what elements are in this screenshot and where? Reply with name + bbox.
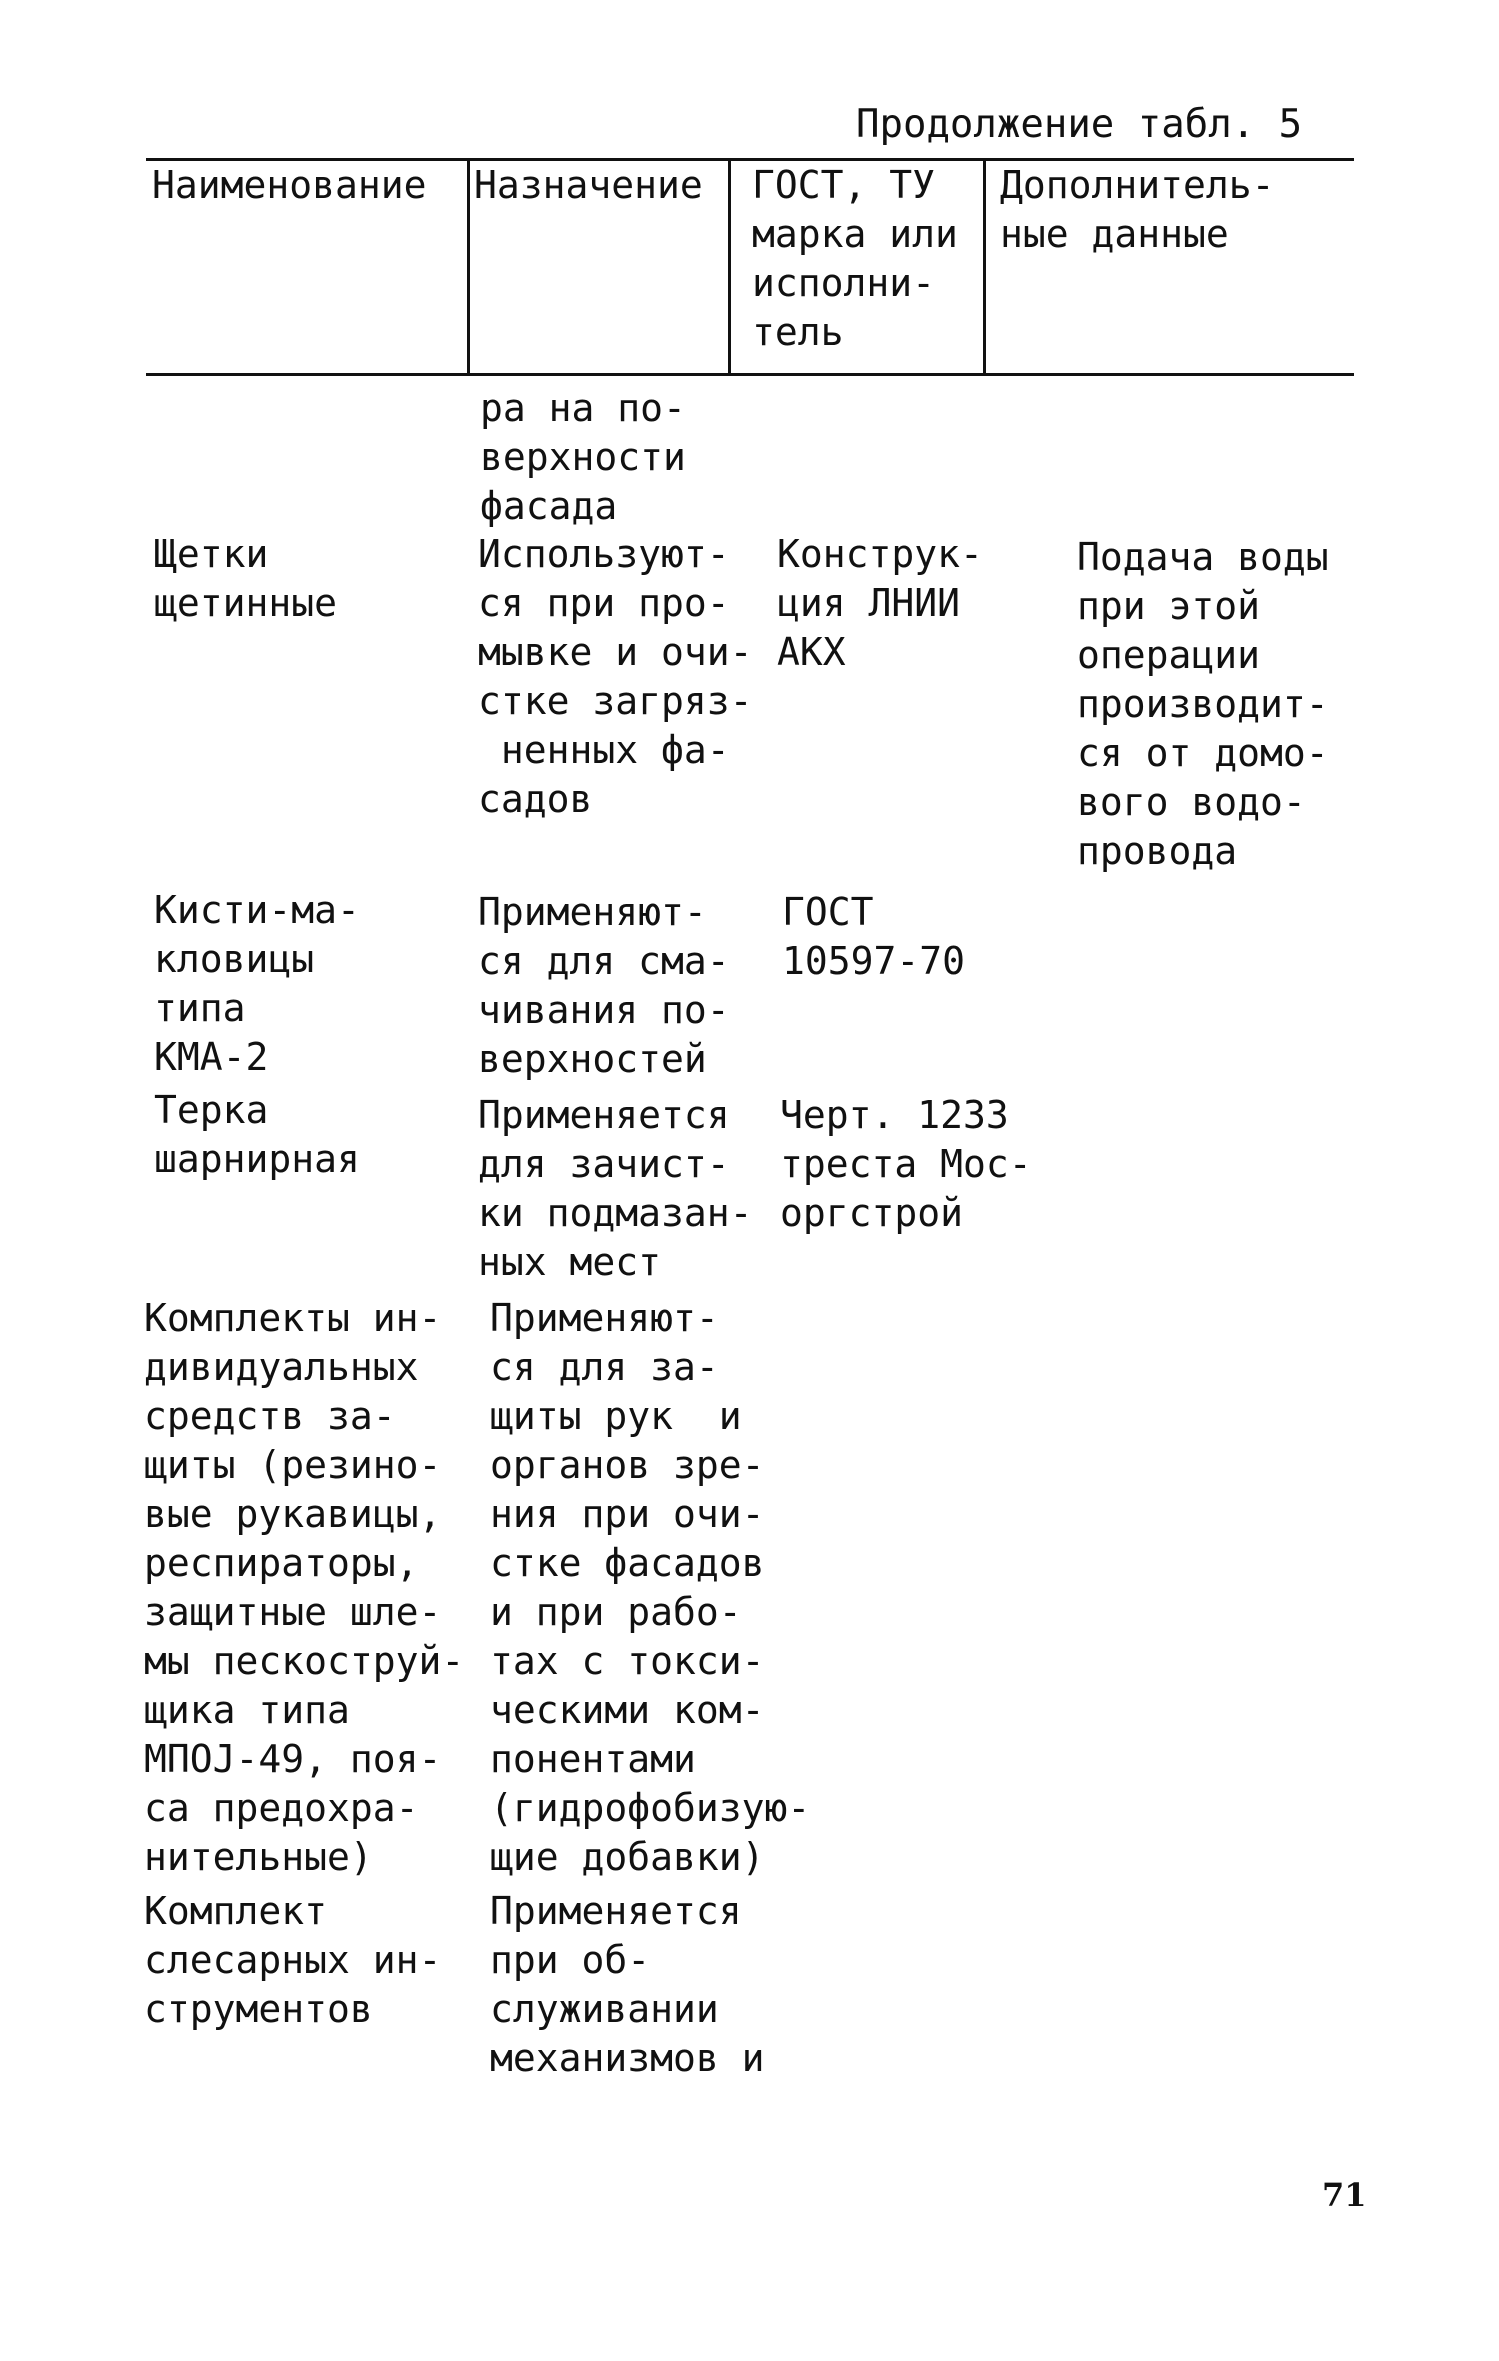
header-divider-1	[467, 158, 470, 375]
row-3-purpose: Применяется для зачист- ки подмазан- ных мест	[478, 1093, 753, 1284]
row-4-purpose: Применяют- ся для за- щиты рук и органов зре- ния при очи- стке фасадов и при рабо- тах с токси- ческими ком- понентами (гидрофобизую- щие добавки)	[490, 1296, 811, 1879]
header-extra: Дополнитель- ные данные	[1000, 163, 1275, 256]
row-2-name: Кисти-ма- кловицы типа КМА-2	[154, 888, 360, 1079]
row-2-purpose: Применяют- ся для сма- чивания по- верхностей	[478, 890, 730, 1081]
row-5-name: Комплект слесарных ин- струментов	[144, 1889, 442, 2031]
header-divider-3	[983, 158, 986, 375]
row-3-gost: Черт. 1233 треста Мос- оргстрой	[780, 1093, 1032, 1235]
header-bottom-rule	[146, 373, 1354, 376]
row-2-gost: ГОСТ 10597-70	[782, 890, 966, 983]
row-1-gost: Конструк- ция ЛНИИ АКХ	[777, 532, 983, 674]
header-divider-2	[728, 158, 731, 375]
row-3-name: Терка шарнирная	[154, 1088, 360, 1181]
header-purpose: Назначение	[474, 163, 703, 207]
row-1-extra: Подача воды при этой операции производит- ся от домо- вого водо- провода	[1077, 535, 1329, 873]
table-caption: Продолжение табл. 5	[856, 102, 1303, 147]
continuation-text: ра на по- верхности фасада	[480, 386, 686, 528]
row-5-purpose: Применяется при об- служивании механизмов и	[490, 1889, 765, 2080]
page-number: 71	[1322, 2176, 1367, 2214]
header-name: Наименование	[152, 163, 427, 207]
header-gost: ГОСТ, ТУ марка или исполни- тель	[752, 163, 958, 354]
row-1-name: Щетки щетинные	[154, 532, 338, 625]
row-1-purpose: Используют- ся при про- мывке и очи- стке загряз- ненных фа- садов	[478, 532, 753, 821]
row-4-name: Комплекты ин- дивидуальных средств за- щиты (резино- вые рукавицы, респираторы, защитные шле- мы пескоструй- щика типа МПОЈ-49, поя- са предохра- нительные)	[144, 1296, 465, 1879]
